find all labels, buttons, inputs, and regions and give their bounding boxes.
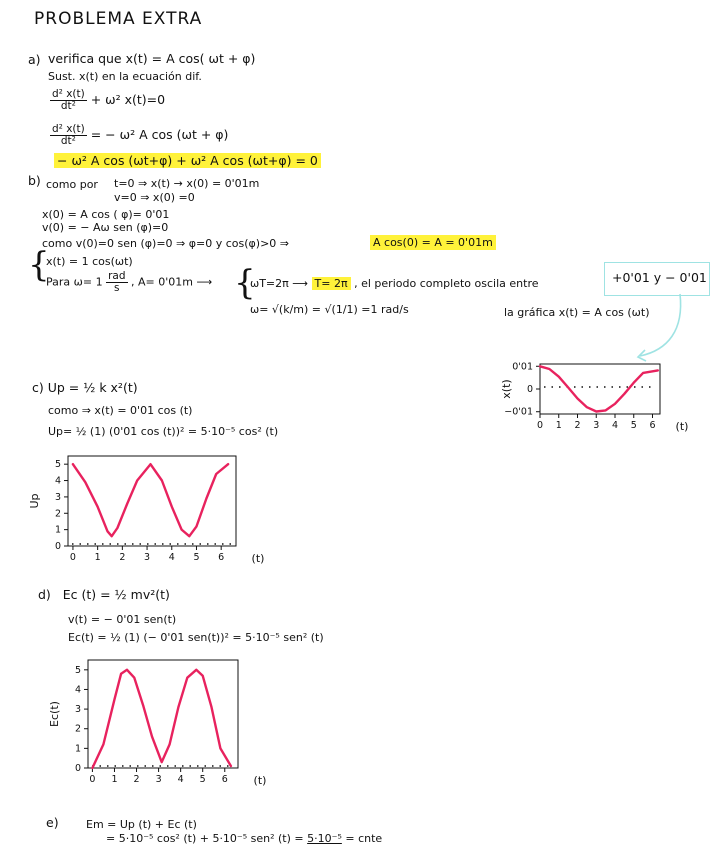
range-box-text: +0'01 y − 0'01 — [612, 270, 707, 285]
section-b-cond1: t=0 ⇒ x(t) → x(0) = 0'01m — [114, 177, 260, 190]
section-a-line1: verifica que x(t) = A cos( ωt + φ) — [48, 51, 256, 66]
section-e-line1: Em = Up (t) + Ec (t) — [86, 818, 197, 831]
chart-2-xtick-label: 1 — [94, 552, 101, 563]
chart-1-xtick-label: 3 — [593, 420, 600, 431]
section-b-eq1: x(0) = A cos ( φ)= 0'01 — [42, 208, 170, 221]
chart-3-xtick-label: 3 — [155, 774, 162, 785]
chart-3-xtick-label: 5 — [199, 774, 206, 785]
chart-3-xlabel: (t) — [253, 774, 267, 787]
section-e-line2a: = 5·10⁻⁵ cos² (t) + 5·10⁻⁵ sen² (t) = — [106, 832, 304, 845]
chart-3-ytick-label: 3 — [74, 704, 81, 716]
section-b-p1-rest: , el periodo completo oscila entre — [354, 277, 539, 290]
eq-a1-numerator: d² x(t) — [52, 88, 85, 100]
section-b-sys1: x(t) = 1 cos(ωt) — [46, 255, 133, 268]
chart-2-ytick-label: 5 — [54, 459, 61, 471]
section-c-label: c) — [32, 380, 44, 395]
chart-3-xtick-label: 6 — [221, 774, 228, 785]
chart-1-xtick-label: 1 — [555, 420, 562, 431]
section-b-sys2 — [46, 271, 212, 294]
section-b-label: b) — [28, 173, 41, 188]
eq-a1-rest: + ω² x(t)=0 — [90, 92, 166, 107]
section-b-sys2a: Para ω= 1 — [46, 275, 103, 289]
chart-2-ytick-label: 0 — [54, 541, 61, 552]
chart-2-ytick-label: 1 — [54, 524, 61, 536]
section-b-p1-text: ωT=2π ⟶ — [250, 277, 309, 290]
chart-1-ytick-label: 0 — [526, 384, 533, 395]
chart-1-xtick-label: 5 — [630, 420, 637, 431]
chart-1-series-line — [540, 366, 658, 411]
eq-a2-denominator: dt² — [60, 135, 76, 147]
chart-2-xtick-label: 5 — [193, 552, 200, 563]
page-title: PROBLEMA EXTRA — [34, 9, 203, 29]
chart-3-xtick-label: 0 — [89, 774, 96, 785]
eq-a2-rest: = − ω² A cos (ωt + φ) — [90, 127, 229, 142]
chart-1-xtick-label: 0 — [536, 420, 544, 431]
equation-a2 — [50, 124, 228, 147]
eq-a1-denominator: dt² — [60, 100, 76, 112]
chart-3-ytick-label: 0 — [74, 763, 81, 774]
eq-a2-numerator: d² x(t) — [52, 123, 85, 135]
chart-x-t — [500, 361, 689, 433]
chart-3-ylabel: Ec(t) — [48, 701, 61, 727]
section-d-line2: v(t) = − 0'01 sen(t) — [68, 613, 177, 626]
chart-1-ytick-label: 0'01 — [512, 361, 533, 373]
section-d-line1 — [38, 587, 170, 602]
chart-up — [28, 456, 265, 565]
section-e-label: e) — [46, 815, 59, 830]
section-a-label: a) — [28, 52, 41, 67]
chart-2-frame — [68, 456, 236, 546]
section-d-line3: Ec(t) = ½ (1) (− 0'01 sen(t))² = 5·10⁻⁵ sen² (t) — [68, 631, 324, 644]
equation-a3-highlight: − ω² A cos (ωt+φ) + ω² A cos (ωt+φ) = 0 — [54, 153, 321, 168]
chart-2-xtick-label: 4 — [168, 552, 175, 563]
chart-2-xtick-label: 6 — [218, 552, 225, 563]
section-c-line1 — [32, 380, 138, 395]
chart-3-ytick-label: 5 — [74, 664, 81, 676]
chart-1-ytick-label: −0'01 — [504, 406, 533, 418]
section-b-sys2b: , A= 0'01m ⟶ — [131, 275, 213, 289]
chart-1-ylabel: x(t) — [500, 379, 513, 399]
section-b-eq3: como v(0)=0 sen (φ)=0 ⇒ φ=0 y cos(φ)>0 ⇒ — [42, 237, 290, 250]
chart-3-xtick-label: 1 — [111, 774, 118, 785]
rad-numerator: rad — [108, 270, 126, 282]
chart-2-ytick-label: 2 — [54, 508, 61, 520]
section-e-line2 — [106, 831, 382, 846]
chart-3-ytick-label: 4 — [74, 684, 81, 696]
chart-2-xtick-label: 0 — [69, 552, 76, 563]
section-a-line2: Sust. x(t) en la ecuación dif. — [48, 70, 202, 83]
chart-2-xtick-label: 3 — [144, 552, 151, 563]
chart-2-ytick-label: 3 — [54, 491, 61, 503]
equation-a1 — [50, 89, 165, 112]
chart-3-xtick-label: 2 — [133, 774, 140, 785]
chart-2-ylabel: Up — [28, 493, 41, 509]
graph1-caption: la gráfica x(t) = A cos (ωt) — [504, 306, 650, 319]
section-e-line2b: = cnte — [345, 832, 383, 845]
chart-2-xtick-label: 2 — [119, 552, 126, 563]
system-brace-left: { — [28, 245, 50, 285]
section-b-cond2: v=0 ⇒ x(0) =0 — [114, 191, 195, 204]
chart-1-xtick-label: 2 — [574, 420, 581, 431]
chart-2-xlabel: (t) — [251, 552, 265, 565]
section-c-line2: como ⇒ x(t) = 0'01 cos (t) — [48, 404, 193, 417]
period-brace-left: { — [234, 263, 256, 303]
section-c-line1-text: Up = ½ k x²(t) — [47, 380, 138, 395]
chart-1-xlabel: (t) — [675, 420, 689, 433]
chart-3-ytick-label: 1 — [74, 743, 81, 755]
section-b-p1 — [250, 276, 539, 291]
chart-2-ytick-label: 4 — [54, 475, 61, 487]
period-highlight: T= 2π — [312, 277, 351, 290]
section-e-line2-underlined: 5·10⁻⁵ — [307, 832, 342, 845]
section-c-line3: Up= ½ (1) (0'01 cos (t))² = 5·10⁻⁵ cos² (t) — [48, 425, 279, 438]
section-d-label: d) — [38, 587, 51, 602]
chart-2-series-line — [73, 464, 228, 536]
chart-ec — [48, 660, 267, 787]
section-b-eq3-highlight: A cos(0) = A = 0'01m — [370, 235, 496, 250]
chart-1-xtick-label: 6 — [649, 420, 656, 431]
chart-3-xtick-label: 4 — [177, 774, 184, 785]
chart-1-frame — [540, 364, 660, 414]
chart-3-series-line — [92, 670, 231, 768]
chart-3-ytick-label: 2 — [74, 723, 81, 735]
chart-1-xtick-label: 4 — [611, 420, 619, 431]
section-b-p2: ω= √(k/m) = √(1/1) =1 rad/s — [250, 303, 409, 316]
section-d-line1-text: Ec (t) = ½ mv²(t) — [62, 587, 170, 602]
section-b-eq2: v(0) = − Aω sen (φ)=0 — [42, 221, 169, 234]
rad-denominator: s — [114, 282, 120, 294]
section-b-line1: como por — [46, 178, 98, 191]
